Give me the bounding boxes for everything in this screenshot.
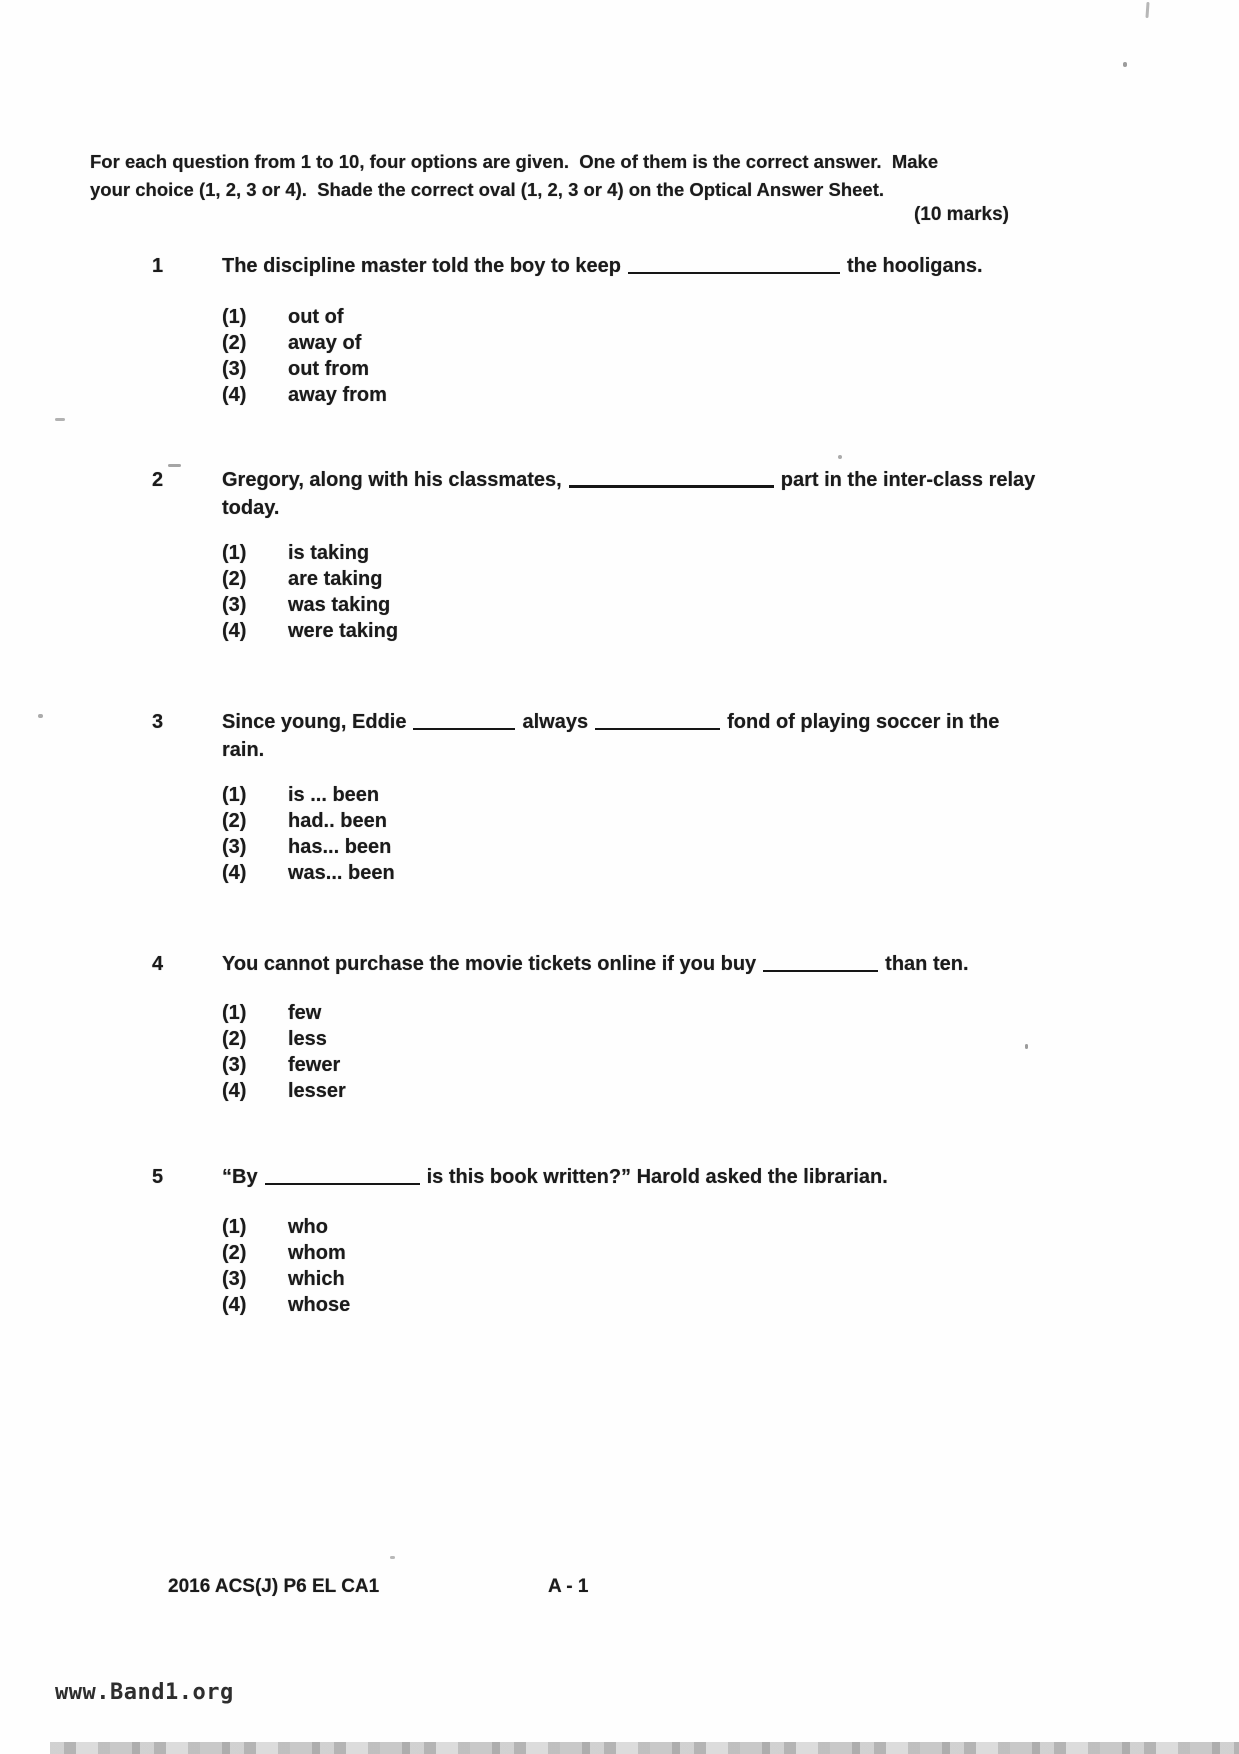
option-row — [222, 382, 1212, 408]
option-number: (2) — [222, 810, 247, 832]
option-text: had.. been — [288, 810, 387, 832]
question-4 — [152, 950, 1212, 1104]
option-row — [222, 860, 1212, 886]
question-text — [222, 1163, 888, 1191]
scan-speck — [38, 714, 43, 718]
option-row — [222, 1078, 1212, 1104]
marks-label: (10 marks) — [913, 204, 1009, 225]
option-row — [222, 1240, 1212, 1266]
option-text: was... been — [288, 862, 395, 884]
option-text: away from — [288, 384, 387, 406]
answer-blank — [628, 255, 840, 274]
option-text: which — [288, 1268, 345, 1290]
question-number: 1 — [152, 255, 164, 277]
option-number: (1) — [222, 784, 247, 806]
option-text: away of — [288, 332, 362, 354]
question-text-post: part in the inter-class relay — [780, 469, 1036, 491]
options-list — [222, 1000, 1212, 1104]
question-text-pre: Since young, Eddie — [222, 711, 407, 733]
option-row — [222, 782, 1212, 808]
question-text-pre: Gregory, along with his classmates, — [222, 469, 562, 491]
scan-speck — [838, 455, 842, 459]
question-number: 2 — [152, 469, 164, 491]
option-text: was taking — [288, 594, 391, 616]
question-3 — [152, 708, 1212, 886]
answer-blank — [413, 711, 515, 730]
option-row — [222, 1000, 1212, 1026]
option-row — [222, 540, 1212, 566]
option-text: less — [288, 1028, 327, 1050]
option-number: (3) — [222, 836, 247, 858]
option-text: whom — [288, 1242, 346, 1264]
option-row — [222, 566, 1212, 592]
question-text-post: than ten. — [885, 953, 969, 975]
answer-blank — [595, 711, 720, 730]
option-text: lesser — [288, 1080, 346, 1102]
option-number: (2) — [222, 568, 247, 590]
option-row — [222, 1292, 1212, 1318]
option-row — [222, 1266, 1212, 1292]
option-text: are taking — [288, 568, 383, 590]
option-row — [222, 1052, 1212, 1078]
option-text: who — [288, 1216, 328, 1238]
question-text-line2: rain. — [222, 739, 265, 761]
question-text-post: fond of playing soccer in the — [727, 711, 1000, 733]
options-list — [222, 540, 1212, 644]
instructions-block — [90, 148, 1030, 204]
footer-page-number: A - 1 — [548, 1576, 589, 1597]
option-row — [222, 1214, 1212, 1240]
question-text — [222, 252, 983, 280]
option-number: (4) — [222, 862, 247, 884]
question-text-line2: today. — [222, 497, 280, 519]
question-number: 5 — [152, 1166, 164, 1188]
option-number: (2) — [222, 1242, 247, 1264]
option-text: were taking — [288, 620, 399, 642]
answer-blank — [265, 1166, 420, 1185]
option-number: (3) — [222, 1268, 247, 1290]
option-number: (1) — [222, 1002, 247, 1024]
question-5 — [152, 1163, 1212, 1318]
option-number: (3) — [222, 594, 247, 616]
watermark-url: www.Band1.org — [55, 1680, 234, 1705]
scan-speck — [390, 1556, 395, 1559]
scan-speck — [1145, 2, 1149, 18]
option-row — [222, 330, 1212, 356]
option-number: (4) — [222, 1080, 247, 1102]
question-text-pre: You cannot purchase the movie tickets online if you buy — [222, 953, 757, 975]
answer-blank — [763, 953, 878, 972]
question-1 — [152, 252, 1212, 408]
option-row — [222, 618, 1212, 644]
question-number: 4 — [152, 953, 164, 975]
option-row — [222, 304, 1212, 330]
option-text: is taking — [288, 542, 370, 564]
question-text — [222, 466, 1035, 494]
question-text — [222, 708, 999, 736]
options-list — [222, 1214, 1212, 1318]
option-text: whose — [288, 1294, 351, 1316]
option-text: is ... been — [288, 784, 380, 806]
option-row — [222, 834, 1212, 860]
option-number: (4) — [222, 1294, 247, 1316]
option-text: fewer — [288, 1054, 341, 1076]
scan-speck — [168, 464, 181, 467]
scan-speck — [1123, 62, 1127, 67]
scan-speck — [55, 418, 65, 421]
answer-blank — [569, 468, 774, 488]
instructions-line-1: For each question from 1 to 10, four options are given. One of them is the correct answer. Make — [90, 151, 939, 172]
question-text-pre: “By — [222, 1166, 258, 1188]
option-row — [222, 356, 1212, 382]
option-number: (2) — [222, 1028, 247, 1050]
option-text: has... been — [288, 836, 392, 858]
option-number: (1) — [222, 542, 247, 564]
question-text — [222, 950, 969, 978]
option-number: (3) — [222, 358, 247, 380]
question-text-pre: The discipline master told the boy to keep — [222, 255, 621, 277]
option-text: few — [288, 1002, 322, 1024]
question-number: 3 — [152, 711, 164, 733]
option-text: out of — [288, 306, 344, 328]
question-text-post: the hooligans. — [846, 255, 983, 277]
instructions-line-2: your choice (1, 2, 3 or 4). Shade the correct oval (1, 2, 3 or 4) on the Optical Answer Sheet. — [90, 179, 885, 200]
footer-doc-code: 2016 ACS(J) P6 EL CA1 — [168, 1576, 380, 1597]
option-number: (4) — [222, 384, 247, 406]
scan-speck — [1025, 1044, 1028, 1049]
option-row — [222, 808, 1212, 834]
option-number: (2) — [222, 332, 247, 354]
option-row — [222, 592, 1212, 618]
option-number: (3) — [222, 1054, 247, 1076]
question-text-post: is this book written?” Harold asked the librarian. — [426, 1166, 888, 1188]
option-number: (1) — [222, 1216, 247, 1238]
question-text-mid: always — [522, 711, 589, 733]
options-list — [222, 304, 1212, 408]
option-number: (1) — [222, 306, 247, 328]
question-2 — [152, 466, 1212, 644]
scan-artifact-band — [50, 1742, 1239, 1754]
option-number: (4) — [222, 620, 247, 642]
option-text: out from — [288, 358, 370, 380]
option-row — [222, 1026, 1212, 1052]
options-list — [222, 782, 1212, 886]
